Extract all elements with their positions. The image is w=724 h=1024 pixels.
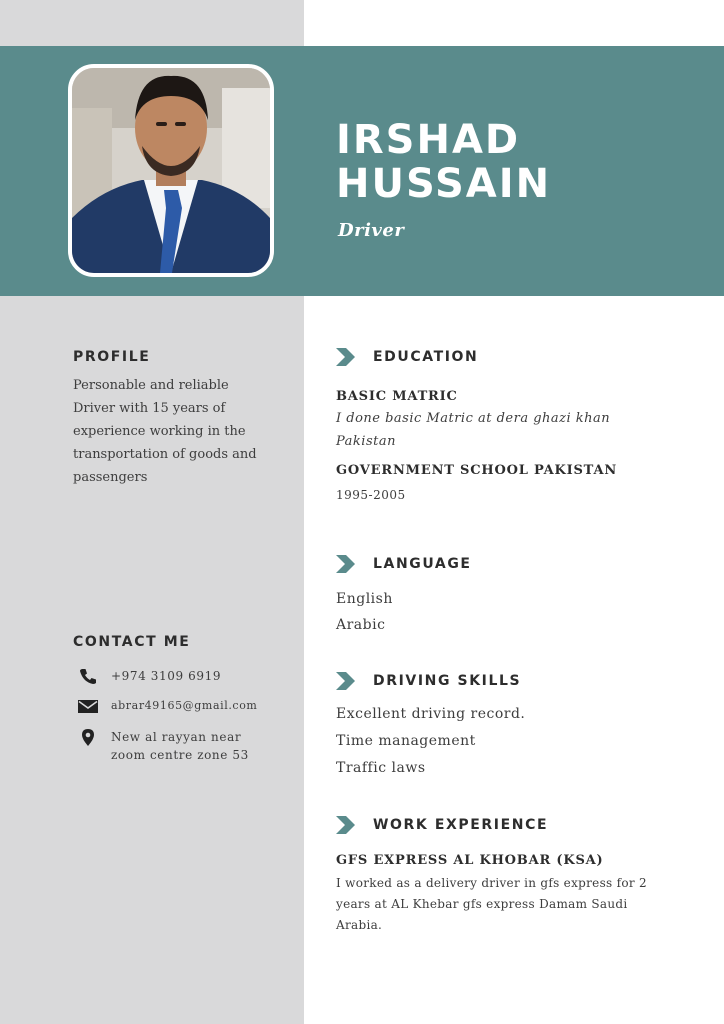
job-title: Driver <box>338 220 405 241</box>
phone-number: +974 3109 6919 <box>111 669 222 683</box>
profile-photo <box>68 64 274 277</box>
contact-address <box>77 728 277 764</box>
skill-item: Time management <box>336 733 476 749</box>
contact-email <box>77 697 257 715</box>
education-section-heading <box>336 348 478 366</box>
chevron-right-icon <box>336 555 360 573</box>
education-entry-years: 1995-2005 <box>336 488 406 502</box>
driving-skills-heading: DRIVING SKILLS <box>373 673 522 689</box>
language-item: English <box>336 591 393 607</box>
chevron-right-icon <box>336 348 360 366</box>
profile-text: Personable and reliable Driver with 15 years of experience working in the transportation of goods and passengers <box>73 378 257 485</box>
portrait-image <box>72 68 270 273</box>
work-entry-title: GFS EXPRESS AL KHOBAR (KSA) <box>336 853 604 868</box>
language-heading: LANGUAGE <box>373 556 472 572</box>
name-last: HUSSAIN <box>336 161 552 207</box>
education-entry-title: BASIC MATRIC <box>336 389 458 404</box>
work-experience-section-heading <box>336 816 548 834</box>
location-pin-icon <box>77 728 99 746</box>
phone-icon <box>77 667 99 685</box>
language-section-heading <box>336 555 472 573</box>
driving-skills-section-heading <box>336 672 521 690</box>
email-address: abrar49165@gmail.com <box>111 699 258 712</box>
contact-phone <box>77 667 221 685</box>
education-entry-text: I done basic Matric at dera ghazi khan Pakistan <box>336 411 611 449</box>
work-experience-heading: WORK EXPERIENCE <box>373 817 549 833</box>
skill-item: Excellent driving record. <box>336 706 526 722</box>
education-heading: EDUCATION <box>373 349 479 365</box>
candidate-name <box>336 118 551 206</box>
envelope-icon <box>77 697 99 715</box>
name-first: IRSHAD <box>336 117 521 163</box>
education-entry-title: GOVERNMENT SCHOOL PAKISTAN <box>336 463 618 478</box>
work-entry-text: I worked as a delivery driver in gfs express for 2 years at AL Khebar gfs express Damam Saudi Arabia. <box>336 876 647 932</box>
language-item: Arabic <box>336 617 386 633</box>
address-text: New al rayyan near zoom centre zone 53 <box>111 730 249 762</box>
contact-heading: CONTACT ME <box>73 634 191 650</box>
skill-item: Traffic laws <box>336 760 426 776</box>
chevron-right-icon <box>336 672 360 690</box>
chevron-right-icon <box>336 816 360 834</box>
profile-heading: PROFILE <box>73 349 151 365</box>
